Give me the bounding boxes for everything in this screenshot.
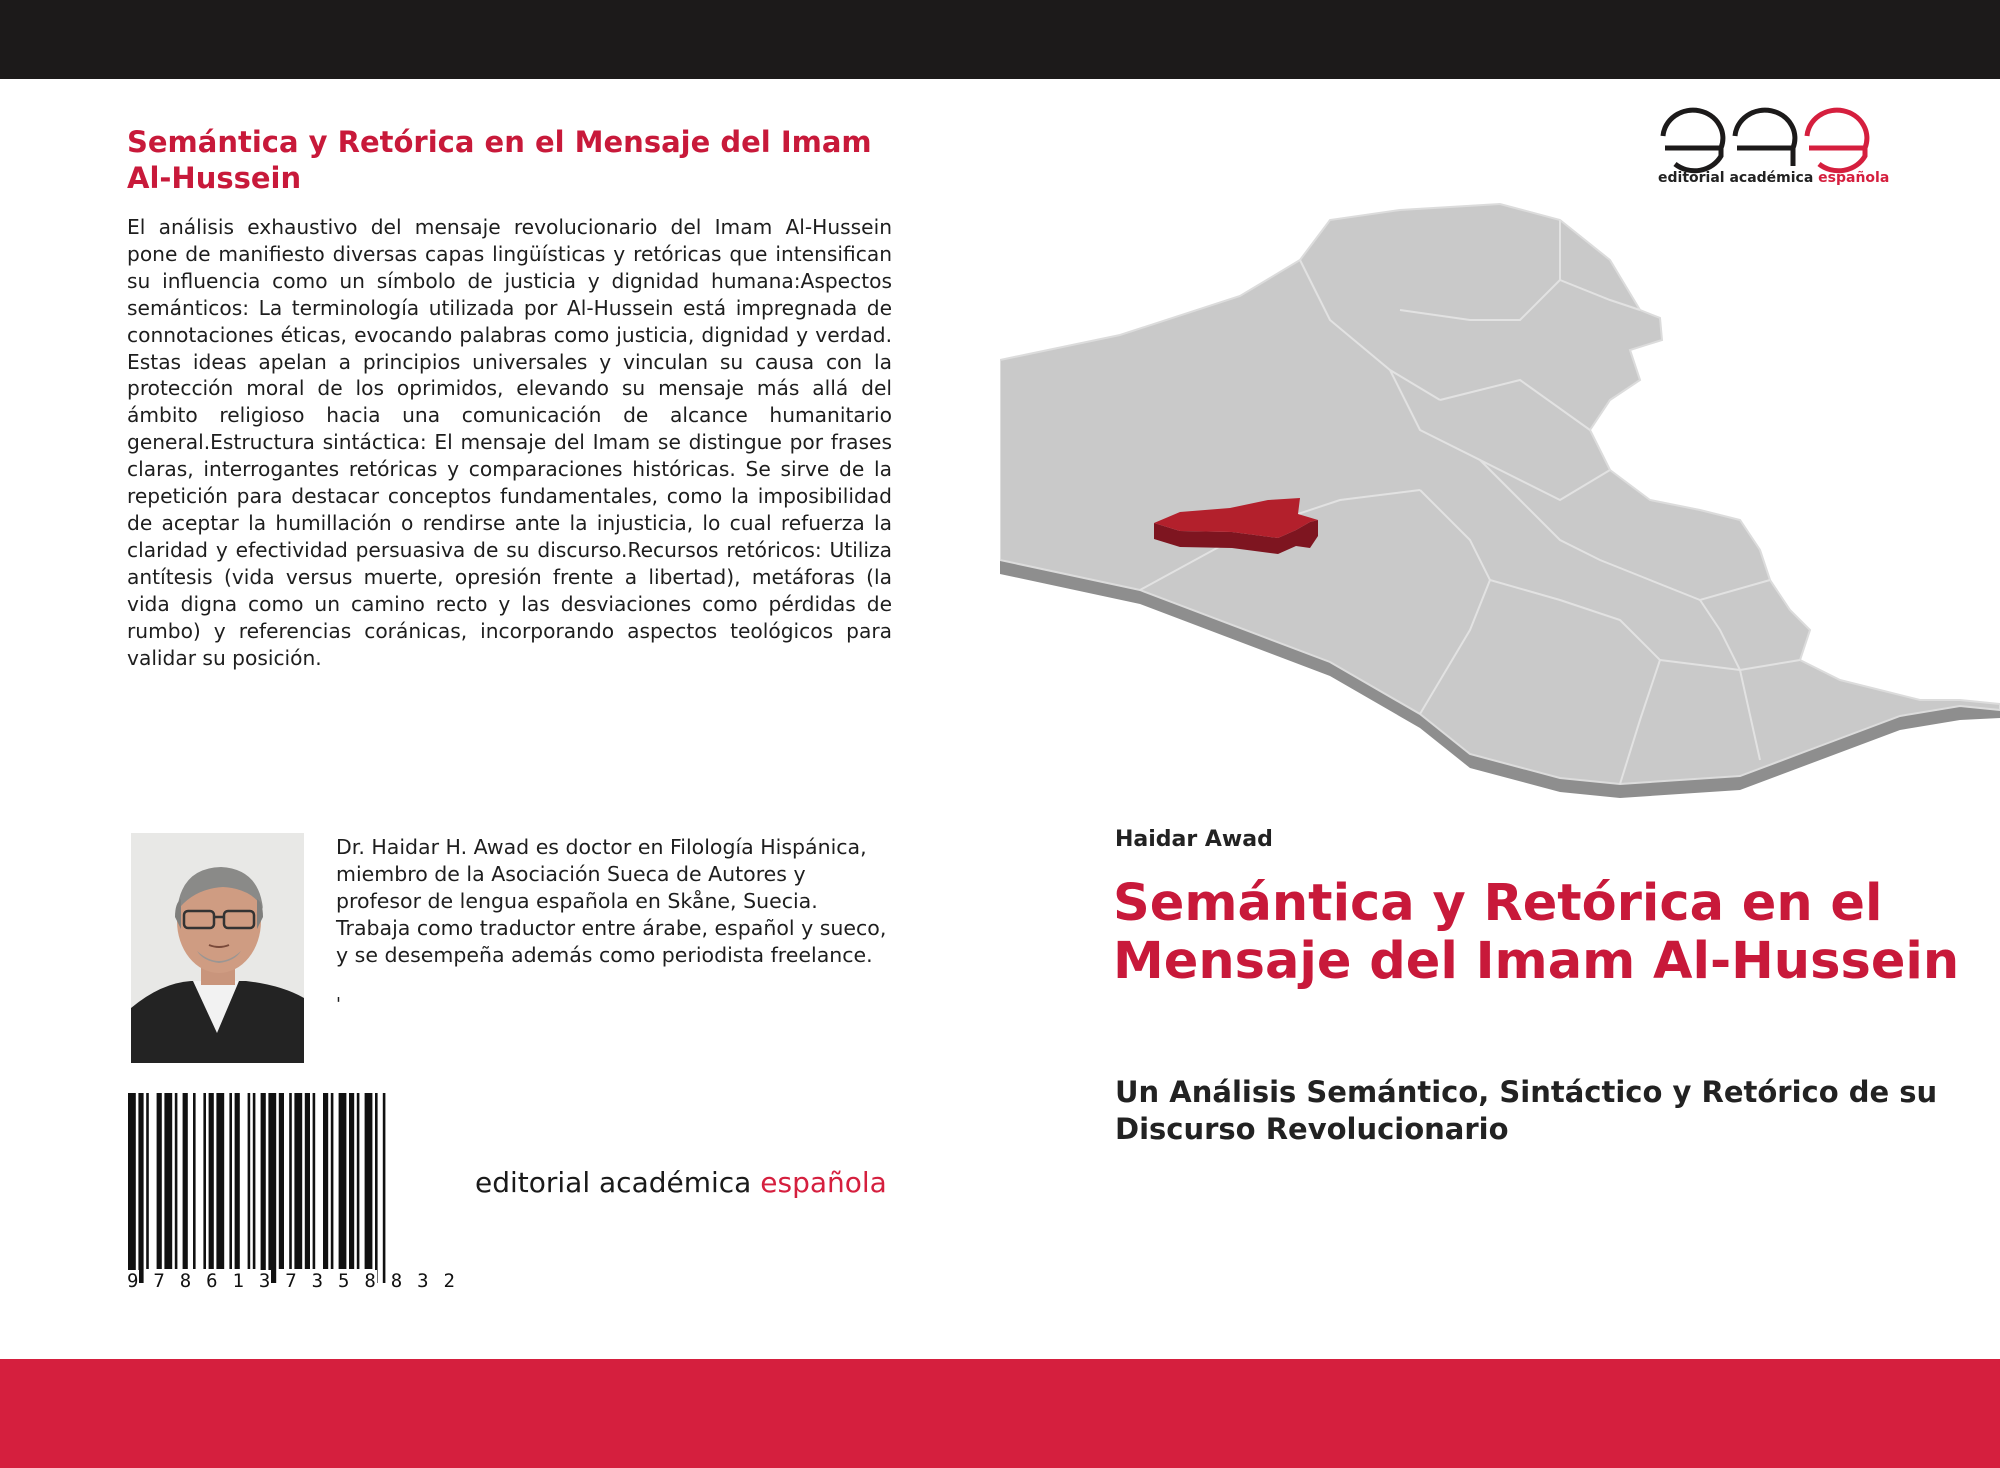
barcode-bar xyxy=(357,1093,360,1269)
barcode-bar xyxy=(261,1093,266,1283)
barcode-bar xyxy=(253,1093,256,1269)
isbn-barcode xyxy=(126,1093,456,1283)
isbn-digit: 6 xyxy=(206,1270,218,1292)
barcode-bar xyxy=(331,1093,334,1269)
isbn-digit: 8 xyxy=(390,1270,403,1292)
barcode-bar xyxy=(146,1093,149,1269)
barcode-bar xyxy=(375,1093,378,1283)
isbn-digit: 3 xyxy=(311,1270,324,1292)
iraq-map-illustration xyxy=(1000,200,2000,800)
barcode-bar xyxy=(138,1093,143,1283)
author-bio: Dr. Haidar H. Awad es doctor en Filología Hispánica, miembro de la Asociación Sueca de Autores y profesor de lengua española en Skåne, Suecia. Trabaja como traductor entre árabe, español y sueco, y se desempeña además como periodista freelance. xyxy=(336,835,887,967)
front-cover-title: Semántica y Retórica en el Mensaje del Imam Al-Hussein xyxy=(1113,874,1960,991)
logo-caption-accent: española xyxy=(1818,170,1890,186)
logo-caption xyxy=(1658,170,1889,186)
isbn-digit: 3 xyxy=(417,1270,429,1292)
barcode-bar xyxy=(183,1093,188,1269)
barcode-bar xyxy=(216,1093,224,1269)
barcode-bar xyxy=(175,1093,178,1269)
logo-caption-main: editorial académica xyxy=(1658,170,1814,186)
barcode-bar xyxy=(229,1093,232,1269)
front-cover-subtitle: Un Análisis Semántico, Sintáctico y Retórico de su Discurso Revolucionario xyxy=(1115,1075,1938,1146)
publisher-name: editorial académica xyxy=(475,1166,752,1199)
back-cover-title: Semántica y Retórica en el Mensaje del Imam Al-Hussein xyxy=(127,125,872,195)
barcode-bar xyxy=(305,1093,310,1269)
isbn-number xyxy=(126,1270,456,1292)
barcode-bar xyxy=(289,1093,292,1269)
barcode-bar xyxy=(294,1093,302,1269)
isbn-digit: 7 xyxy=(153,1270,165,1292)
barcode-bar xyxy=(323,1093,328,1269)
isbn-digit: 1 xyxy=(232,1270,244,1292)
isbn-digit: 5 xyxy=(338,1270,350,1292)
isbn-digit: 7 xyxy=(285,1270,297,1292)
publisher-imprint xyxy=(475,1166,887,1199)
isbn-digit: 3 xyxy=(258,1270,271,1292)
isbn-digit: 8 xyxy=(364,1270,376,1292)
barcode-bar xyxy=(339,1093,347,1269)
front-author-name: Haidar Awad xyxy=(1115,827,1273,852)
barcode-bar xyxy=(157,1093,162,1269)
isbn-digit: 2 xyxy=(443,1270,455,1292)
barcode-bar xyxy=(365,1093,373,1269)
publisher-accent: española xyxy=(760,1166,887,1199)
isbn-digit: 9 xyxy=(127,1270,139,1292)
barcode-bar xyxy=(164,1093,172,1269)
barcode-bar xyxy=(349,1093,354,1269)
barcode-bar xyxy=(383,1093,386,1283)
iraq-country-shape xyxy=(1000,204,2000,784)
bottom-band xyxy=(0,1359,2000,1468)
barcode-bar xyxy=(268,1093,276,1283)
author-photo xyxy=(131,833,304,1063)
barcode-bar xyxy=(203,1093,206,1269)
barcode-bar xyxy=(209,1093,214,1269)
barcode-bar xyxy=(248,1093,251,1269)
back-cover-blurb: El análisis exhaustivo del mensaje revolucionario del Imam Al-Hussein pone de manifiesto diversas capas lingüísticas y retóricas que intensifican su influencia como un símbolo de justicia y dignidad humana:Aspectos semánticos: La terminología utilizada por Al-Hussein está impregnada de connotaciones éticas, evocando palabras como justicia, dignidad y verdad. Estas ideas apelan a principios universales y vinculan su causa con la protección moral de los oprimidos, elevando su mensaje más allá del ámbito religioso hacia una comunicación de alcance humanitario general.Estructura sintáctica: El mensaje del Imam se distingue por frases claras, interrogantes retóricas y comparaciones históricas. Se sirve de la repetición para destacar conceptos fundamentales, como la imposibilidad de aceptar la humillación o rendirse ante la injusticia, lo cual refuerza la claridad y efectividad persuasiva de su discurso.Recursos retóricos: Utiliza antítesis (vida versus muerte, opresión frente a libertad), metáforas (la vida digna como un camino recto y las desviaciones como pérdidas de rumbo) y referencias coránicas, incorporando aspectos teológicos para validar su posición. xyxy=(127,215,892,670)
barcode-bar xyxy=(313,1093,316,1269)
barcode-bar xyxy=(193,1093,196,1269)
top-band xyxy=(0,0,2000,79)
bio-mark: ' xyxy=(336,994,341,1015)
barcode-bar xyxy=(279,1093,284,1269)
barcode-bar xyxy=(128,1093,136,1283)
barcode-bar xyxy=(235,1093,240,1269)
isbn-digit: 8 xyxy=(179,1270,192,1292)
